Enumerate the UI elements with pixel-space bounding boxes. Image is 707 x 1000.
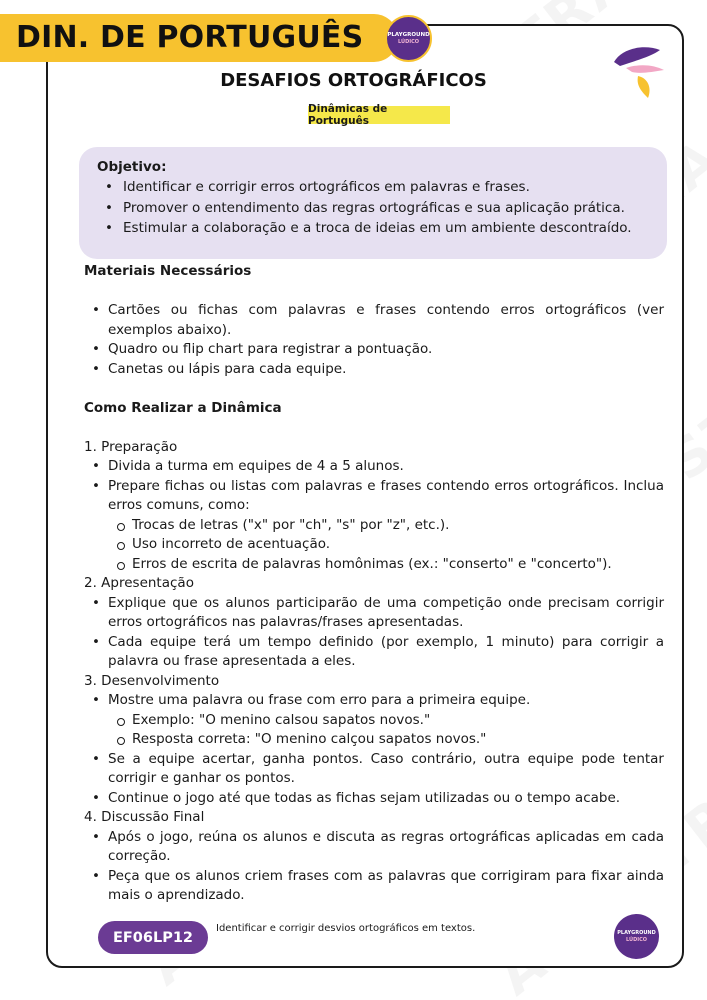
sub-list-item: Resposta correta: "O menino calçou sapatos novos." — [108, 730, 664, 750]
page-title: DESAFIOS ORTOGRÁFICOS — [220, 70, 487, 91]
list-item-text: Mostre uma palavra ou frase com erro para a primeira equipe. — [108, 692, 531, 708]
objective-box — [79, 147, 667, 259]
list-item: • Continue o jogo até que todas as fichas sejam utilizadas ou o tempo acabe. — [84, 789, 664, 809]
playground-logo-footer — [614, 914, 659, 959]
logo-text-2: LÚDICO — [626, 936, 647, 943]
sub-list-item: Erros de escrita de palavras homônimas (ex.: "conserto" e "concerto"). — [108, 555, 664, 575]
list-item: • Quadro ou flip chart para registrar a pontuação. — [84, 340, 664, 360]
step-list — [84, 594, 664, 672]
list-item: • Canetas ou lápis para cada equipe. — [84, 360, 664, 380]
step-list — [84, 457, 664, 574]
objective-list — [97, 177, 647, 239]
list-item: • Cada equipe terá um tempo definido (por exemplo, 1 minuto) para corrigir a palavra ou frase apresentada a eles. — [84, 633, 664, 672]
objective-title: Objetivo: — [97, 159, 167, 175]
sub-list — [108, 711, 664, 750]
list-item: • Após o jogo, reúna os alunos e discuta as regras ortográficas aplicadas em cada correção. — [84, 828, 664, 867]
step-title: 4. Discussão Final — [84, 809, 205, 825]
bncc-code-badge: EF06LP12 — [98, 921, 208, 954]
step-list — [84, 691, 664, 808]
list-item: • Explique que os alunos participarão de uma competição onde precisam corrigir erros ortográficos nas palavras/frases apresentadas. — [84, 594, 664, 633]
bncc-description: Identificar e corrigir desvios ortográficos em textos. — [216, 923, 476, 934]
logo-text-1: PLAYGROUND — [387, 31, 430, 38]
list-item: • Divida a turma em equipes de 4 a 5 alunos. — [84, 457, 664, 477]
list-item: • Se a equipe acertar, ganha pontos. Caso contrário, outra equipe pode tentar corrigir e ganhar os pontos. — [84, 750, 664, 789]
step-title: 3. Desenvolvimento — [84, 672, 220, 689]
step-title: 1. Preparação — [84, 438, 178, 455]
step-title: 2. Apresentação — [84, 575, 194, 591]
list-item-text: Prepare fichas ou listas com palavras e frases contendo erros ortográficos. Inclua erros comuns, como: — [108, 477, 664, 513]
playground-logo — [385, 15, 432, 62]
list-item: • Cartões ou fichas com palavras e frases contendo erros ortográficos (ver exemplos abaixo). — [84, 301, 664, 340]
list-item: • Estimular a colaboração e a troca de ideias em um ambiente descontraído. — [97, 218, 647, 239]
sub-list-item: Exemplo: "O menino calsou sapatos novos." — [108, 711, 664, 731]
list-item — [84, 691, 664, 750]
how-title: Como Realizar a Dinâmica — [84, 399, 282, 416]
list-item — [84, 477, 664, 575]
main-content — [84, 262, 664, 906]
materials-list — [84, 301, 664, 379]
logo-text-1: PLAYGROUND — [617, 930, 656, 936]
category-tag: Dinâmicas de Português — [308, 106, 450, 124]
materials-title: Materiais Necessários — [84, 263, 252, 279]
list-item: • Peça que os alunos criem frases com as palavras que corrigiram para fixar ainda mais o aprendizado. — [84, 867, 664, 906]
page-header-title: DIN. DE PORTUGUÊS — [16, 20, 364, 55]
step-list — [84, 828, 664, 906]
sub-list-item: Trocas de letras ("x" por "ch", "s" por "z", etc.). — [108, 516, 664, 536]
list-item: • Identificar e corrigir erros ortográficos em palavras e frases. — [97, 177, 647, 198]
sub-list — [108, 516, 664, 575]
list-item: • Promover o entendimento das regras ortográficas e sua aplicação prática. — [97, 198, 647, 219]
logo-text-2: LÚDICO — [398, 38, 419, 45]
sub-list-item: Uso incorreto de acentuação. — [108, 535, 664, 555]
